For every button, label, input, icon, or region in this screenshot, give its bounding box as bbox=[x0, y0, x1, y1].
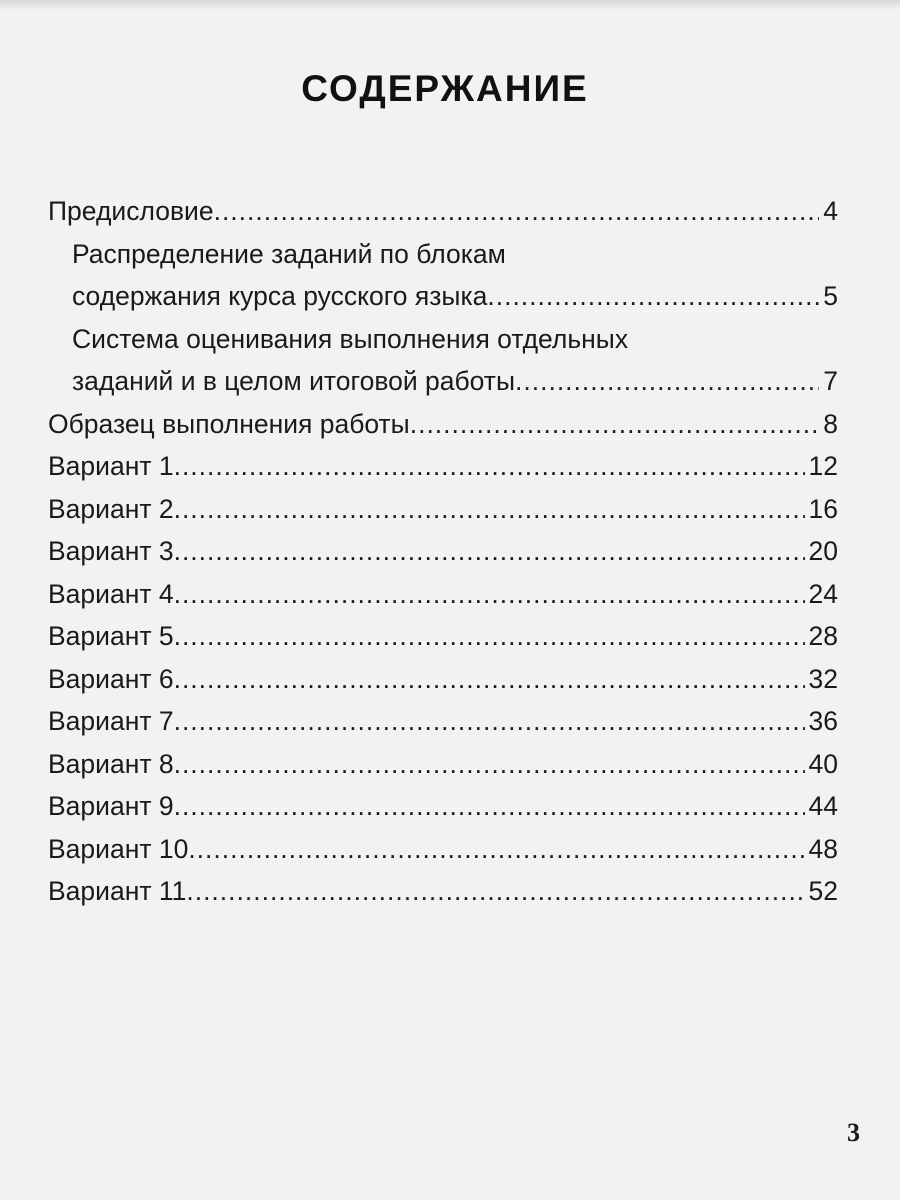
toc-leader-dots bbox=[174, 488, 805, 531]
toc-page-number: 16 bbox=[808, 493, 838, 524]
toc-entry-title: Вариант 5 bbox=[48, 621, 174, 651]
toc-entry-title: Вариант 1 bbox=[48, 451, 174, 481]
toc-entry-variant-9[interactable] bbox=[48, 785, 838, 828]
toc-entry-line bbox=[48, 318, 838, 361]
toc-leader-dots bbox=[174, 530, 805, 573]
toc-page-number: 4 bbox=[823, 196, 838, 226]
toc-leader-dots bbox=[186, 870, 804, 913]
toc-entry-title-line: Система оценивания выполнения отдельных bbox=[72, 323, 629, 354]
toc-entry-line bbox=[48, 615, 838, 658]
toc-leader-dots bbox=[174, 658, 805, 701]
toc-entry-line bbox=[48, 700, 838, 743]
toc-leader-dots bbox=[515, 360, 819, 403]
toc-page-number: 36 bbox=[808, 706, 838, 736]
toc-entry-title: содержания курса русского языка bbox=[72, 281, 488, 311]
toc-entry-variant-11[interactable] bbox=[48, 870, 838, 913]
page-edge-shadow bbox=[0, 0, 900, 10]
toc-entry-line bbox=[48, 403, 838, 446]
toc-entry-variant-6[interactable] bbox=[48, 658, 838, 701]
toc-page-number: 7 bbox=[823, 366, 838, 396]
toc-page-number: 40 bbox=[808, 748, 838, 779]
toc-entry-title-line: Распределение заданий по блокам bbox=[72, 238, 506, 269]
toc-entry-title: Вариант 2 bbox=[48, 493, 174, 524]
toc-entry-distribution[interactable] bbox=[48, 233, 838, 318]
toc-leader-dots bbox=[174, 615, 805, 658]
toc-leader-dots bbox=[487, 275, 819, 318]
toc-page-number: 48 bbox=[808, 833, 838, 864]
toc-entry-line bbox=[48, 658, 838, 701]
toc-entry-title: Вариант 4 bbox=[48, 578, 174, 609]
toc-entry-title: Вариант 9 bbox=[48, 791, 174, 821]
toc-page-number: 5 bbox=[823, 281, 838, 311]
toc-entry-line bbox=[48, 445, 838, 488]
toc-page-number: 28 bbox=[808, 621, 838, 651]
toc-page-number: 24 bbox=[808, 578, 838, 609]
toc-entry-title: Вариант 6 bbox=[48, 663, 174, 694]
toc-entry-variant-5[interactable] bbox=[48, 615, 838, 658]
toc-entry-line bbox=[48, 573, 838, 616]
toc-entry-variant-2[interactable] bbox=[48, 488, 838, 531]
toc-leader-dots bbox=[188, 828, 804, 871]
toc-entry-line bbox=[48, 870, 838, 913]
toc-leader-dots bbox=[214, 190, 820, 233]
toc-entry-line bbox=[48, 233, 838, 276]
toc-entry-line bbox=[48, 275, 838, 318]
toc-entry-variant-7[interactable] bbox=[48, 700, 838, 743]
toc-leader-dots bbox=[410, 403, 820, 446]
toc-leader-dots bbox=[174, 743, 805, 786]
toc-entry-title: Вариант 11 bbox=[48, 876, 187, 906]
toc-entry-title: Вариант 3 bbox=[48, 536, 174, 566]
toc-entry-line bbox=[48, 530, 838, 573]
toc-entry-variant-1[interactable] bbox=[48, 445, 838, 488]
toc-entry-line bbox=[48, 785, 838, 828]
toc-entry-variant-10[interactable] bbox=[48, 828, 838, 871]
toc-entry-sample[interactable] bbox=[48, 403, 838, 446]
toc-entry-title: Вариант 10 bbox=[48, 833, 189, 864]
toc-leader-dots bbox=[174, 573, 805, 616]
page-title: СОДЕРЖАНИЕ bbox=[301, 68, 589, 109]
toc-leader-dots bbox=[174, 785, 805, 828]
toc-page-number: 52 bbox=[808, 876, 838, 906]
toc-entry-line bbox=[48, 743, 838, 786]
toc-entry-title: Вариант 7 bbox=[48, 706, 174, 736]
toc-page-number: 44 bbox=[808, 791, 838, 821]
toc-entry-title: Вариант 8 bbox=[48, 748, 174, 779]
toc-entry-variant-3[interactable] bbox=[48, 530, 838, 573]
toc-entry-variant-8[interactable] bbox=[48, 743, 838, 786]
toc-page-number: 32 bbox=[808, 663, 838, 694]
table-of-contents bbox=[48, 190, 838, 913]
toc-entry-title: Образец выполнения работы bbox=[48, 408, 410, 439]
toc-entry-assessment[interactable] bbox=[48, 318, 838, 403]
page-number: 3 bbox=[847, 1118, 860, 1147]
toc-entry-line bbox=[48, 360, 838, 403]
toc-entry-preface[interactable] bbox=[48, 190, 838, 233]
toc-entry-title: заданий и в целом итоговой работы bbox=[72, 366, 515, 396]
toc-entry-line bbox=[48, 190, 838, 233]
toc-entry-variant-4[interactable] bbox=[48, 573, 838, 616]
toc-leader-dots bbox=[174, 700, 805, 743]
toc-entry-title: Предисловие bbox=[48, 196, 214, 226]
toc-entry-line bbox=[48, 828, 838, 871]
toc-page-number: 20 bbox=[808, 536, 838, 566]
toc-page-number: 8 bbox=[823, 408, 838, 439]
toc-leader-dots bbox=[174, 445, 805, 488]
toc-entry-line bbox=[48, 488, 838, 531]
toc-page-number: 12 bbox=[808, 451, 838, 481]
